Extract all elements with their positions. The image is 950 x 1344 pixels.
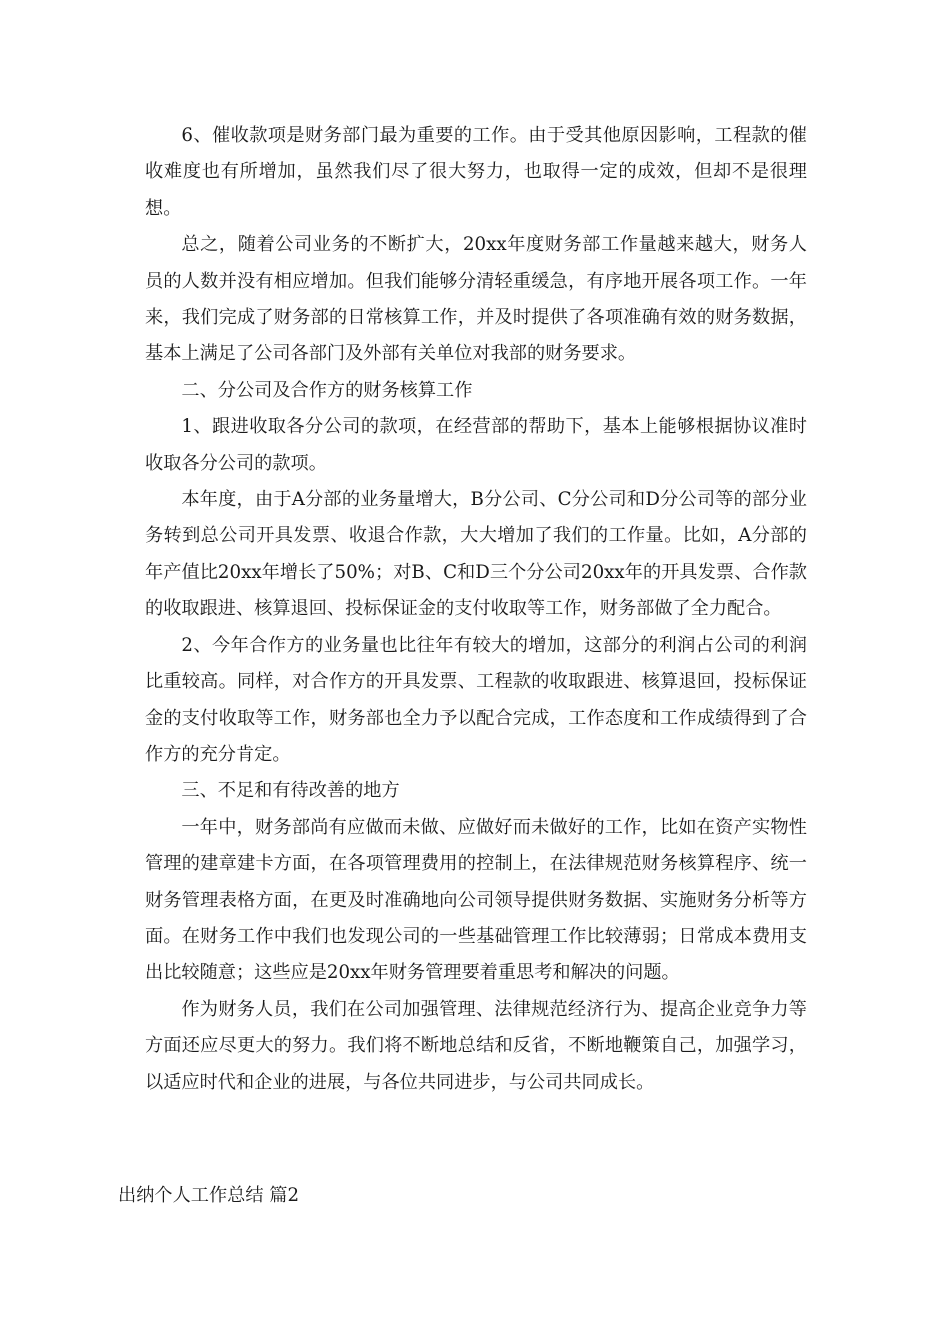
paragraph-shortcomings: 一年中，财务部尚有应做而未做、应做好而未做好的工作，比如在资产实物性管理的建章建卡方面，在各项管理费用的控制上，在法律规范财务核算程序、统一财务管理表格方面，在更及时准确地向公司领导提供财务数据、实施财务分析等方面。在财务工作中我们也发现公司的一些基础管理工作比较薄弱；日常成本费用支出比较随意；这些应是20xx年财务管理要着重思考和解决的问题。 xyxy=(145,816,807,984)
paragraph-annual-workload: 本年度，由于A分部的业务量增大，B分公司、C分公司和D分公司等的部分业务转到总公司开具发票、收退合作款，大大增加了我们的工作量。比如，A分部的年产值比20xx年增长了50%；对B、C和D三个分公司20xx年的开具发票、合作款的收取跟进、核算退回、投标保证金的支付收取等工作，财务部做了全力配合。 xyxy=(145,489,807,620)
paragraph-summary: 总之，随着公司业务的不断扩大，20xx年度财务部工作量越来越大，财务人员的人数并没有相应增加。但我们能够分清轻重缓急，有序地开展各项工作。一年来，我们完成了财务部的日常核算工作，并及时提供了各项准确有效的财务数据，基本上满足了公司各部门及外部有关单位对我部的财务要求。 xyxy=(145,234,807,365)
section-heading-branch-accounting: 二、分公司及合作方的财务核算工作 xyxy=(181,379,473,401)
paragraph-conclusion: 作为财务人员，我们在公司加强管理、法律规范经济行为、提高企业竞争力等方面还应尽更大的努力。我们将不断地总结和反省，不断地鞭策自己，加强学习，以适应时代和企业的进展，与各位共同进步，与公司共同成长。 xyxy=(145,998,807,1093)
next-section-title: 出纳个人工作总结 篇2 xyxy=(118,1185,300,1206)
paragraph-partner-business: 2、今年合作方的业务量也比往年有较大的增加，这部分的利润占公司的利润比重较高。同样，对合作方的开具发票、工程款的收取跟进、核算退回，投标保证金的支付收取等工作，财务部也全力予以配合完成，工作态度和工作成绩得到了合作方的充分肯定。 xyxy=(145,634,807,765)
section-heading-improvements: 三、不足和有待改善的地方 xyxy=(181,780,400,802)
paragraph-branch-payments: 1、跟进收取各分公司的款项，在经营部的帮助下，基本上能够根据协议准时收取各分公司的款项。 xyxy=(145,416,807,474)
document-body xyxy=(145,118,807,1101)
paragraph-collection-priority: 6、催收款项是财务部门最为重要的工作。由于受其他原因影响，工程款的催收难度也有所增加，虽然我们尽了很大努力，也取得一定的成效，但却不是很理想。 xyxy=(145,125,807,219)
